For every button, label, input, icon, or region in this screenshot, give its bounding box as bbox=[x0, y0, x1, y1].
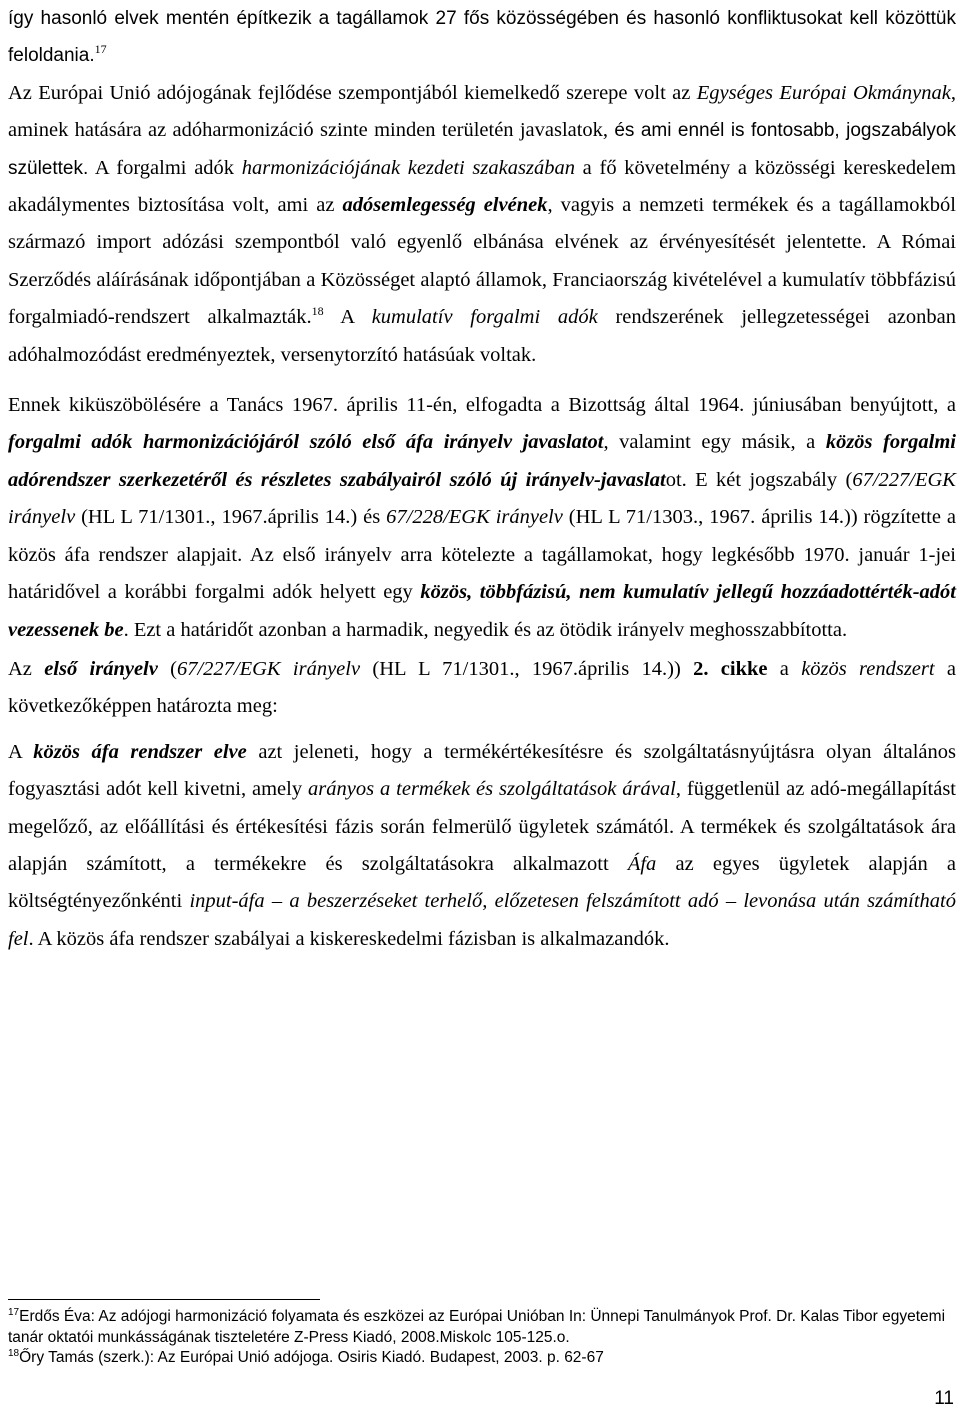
italic-term: 67/227/EGK irányelv bbox=[8, 468, 956, 529]
text-span: (HL L 71/1301., 1967.április 14.) és bbox=[75, 506, 387, 529]
italic-term: közös rendszert bbox=[801, 657, 935, 680]
italic-term: kumulatív forgalmi adók bbox=[371, 306, 598, 329]
footnote-separator bbox=[8, 1299, 320, 1300]
text-span: rendszerének jellegzetességei azonban adóhalmozódást eredményeztek, versenytorzító hatásúak voltak. bbox=[8, 306, 957, 366]
paragraph-common-vat-principle bbox=[8, 734, 956, 958]
paragraph-article-2 bbox=[8, 651, 956, 726]
text-span: (HL L 71/1303., 1967. április 14.)) rögzítette a közös áfa rendszer alapjait. Az első irányelv arra kötelezte a tagállamokat, hogy legkésőbb 1970. január 1-jei határidővel a korábbi forgalmi adók helyett egy bbox=[8, 506, 956, 604]
bold-term: 2. cikke bbox=[693, 657, 768, 680]
footnote-18 bbox=[8, 1348, 948, 1369]
footnote-text: Erdős Éva: Az adójogi harmonizáció folyamata és eszközei az Európai Unióban In: Ünnepi Tanulmányok Prof. Dr. Kalas Tibor egyetemi tanár oktatói munkásságának tiszteletére Z-Press Kiadó, 2008.Miskolc 105-125.o. bbox=[8, 1308, 946, 1346]
italic-term: harmonizációjának kezdeti szakaszában bbox=[241, 156, 575, 179]
text-span: , valamint egy másik, a bbox=[603, 431, 826, 454]
bold-italic-term: közös áfa rendszer elve bbox=[33, 740, 247, 763]
page-number: 11 bbox=[934, 1388, 954, 1409]
text-span: A bbox=[8, 740, 34, 763]
text-span: A bbox=[323, 306, 372, 329]
italic-term: input-áfa – a beszerzéseket terhelő, előzetesen felszámított adó – levonása után számítható fel bbox=[8, 890, 956, 950]
text-span: Az Európai Unió adójogának fejlődése szempontjából kiemelkedő szerepe volt az bbox=[8, 81, 697, 104]
footnote-text: Őry Tamás (szerk.): Az Európai Unió adójoga. Osiris Kiadó. Budapest, 2003. p. 62-67 bbox=[19, 1349, 604, 1366]
text-span: a fő követelmény a közösségi kereskedelem akadálymentes biztosítása volt, ami az bbox=[8, 156, 956, 217]
paragraph-intro-continuation bbox=[8, 0, 956, 75]
text-span: (HL L 71/1301., 1967.április 14.)) bbox=[360, 657, 694, 680]
footnote-number: 17 bbox=[8, 1307, 20, 1318]
text-span: , aminek hatására az adóharmonizáció szinte minden területén javaslatok, bbox=[8, 81, 956, 142]
text-span: az egyes ügyletek alapján a költségtényezőnkénti bbox=[8, 852, 957, 913]
text-span: így hasonló elvek mentén építkezik a tagállamok 27 fős közösségében és hasonló konfliktusokat kell közöttük feloldania. bbox=[8, 8, 956, 67]
text-span: ( bbox=[157, 657, 177, 680]
footnote-number: 18 bbox=[8, 1348, 20, 1359]
italic-term: Áfa bbox=[627, 852, 657, 875]
text-span: , függetlenül az adó-megállapítást megelőző, az előállítási és értékesítési fázis során felmerülő ügyletek számától. A termékek és szolgáltatások ára alapján számított, a termékekre és szolgáltatásokra alkalmazott bbox=[8, 778, 956, 875]
italic-term: 67/227/EGK irányelv bbox=[176, 657, 361, 680]
paragraph-single-european-act bbox=[8, 75, 956, 374]
text-span: és ami ennél is fontosabb, jogszabályok születtek. bbox=[8, 120, 956, 179]
italic-term: arányos a termékek és szolgáltatások árával bbox=[308, 778, 676, 801]
text-span: ot. E két jogszabály ( bbox=[665, 468, 853, 491]
text-span: . Ezt a határidőt azonban a harmadik, negyedik és az ötödik irányelv meghosszabbította. bbox=[123, 618, 848, 641]
bold-italic-term: közös forgalmi adórendszer szerkezetéről és részletes szabályairól szóló új irányelv-javaslat bbox=[8, 431, 956, 491]
bold-italic-term: forgalmi adók harmonizációjáról szóló első áfa irányelv javaslatot bbox=[8, 431, 604, 454]
footnote-ref-17[interactable]: 17 bbox=[94, 42, 107, 57]
text-span: A forgalmi adók bbox=[88, 156, 242, 179]
bold-italic-term: közös, többfázisú, nem kumulatív jellegű hozzáadottérték-adót vezessenek be bbox=[8, 581, 956, 641]
text-span: a következőképpen határozta meg: bbox=[8, 657, 956, 718]
text-span: Az bbox=[8, 657, 45, 680]
footnote-ref-18[interactable]: 18 bbox=[311, 304, 324, 319]
footnote-17 bbox=[8, 1307, 948, 1348]
text-span: . A közös áfa rendszer szabályai a kiskereskedelmi fázisban is alkalmazandók. bbox=[28, 927, 670, 950]
bold-italic-term: első irányelv bbox=[44, 657, 158, 680]
footnotes bbox=[8, 1307, 948, 1369]
italic-term: 67/228/EGK irányelv bbox=[386, 506, 563, 529]
paragraph-first-directive bbox=[8, 387, 956, 649]
text-span: azt jeleneti, hogy a termékértékesítésre és szolgáltatásnyújtásra olyan általános fogyasztási adót kell kivetni, amely bbox=[8, 740, 956, 801]
bold-italic-term: adósemlegesség elvének bbox=[342, 194, 548, 217]
italic-term: Egységes Európai Okmánynak bbox=[696, 81, 951, 104]
text-span: , vagyis a nemzeti termékek és a tagállamokból származó import adózási szempontból való egyenlő elbánása elvének az érvényesítését jelentette. A Római Szerződés aláírásának időpontjában a Közösséget alaptó államok, Franciaország kivételével a kumulatív többfázisú forgalmiadó-rendszert alkalmazták. bbox=[8, 194, 956, 329]
text-span: a bbox=[767, 657, 802, 680]
text-span: Ennek kiküszöbölésére a Tanács 1967. április 11-én, elfogadta a Bizottság által 1964. júniusában benyújtott, a bbox=[8, 394, 956, 417]
